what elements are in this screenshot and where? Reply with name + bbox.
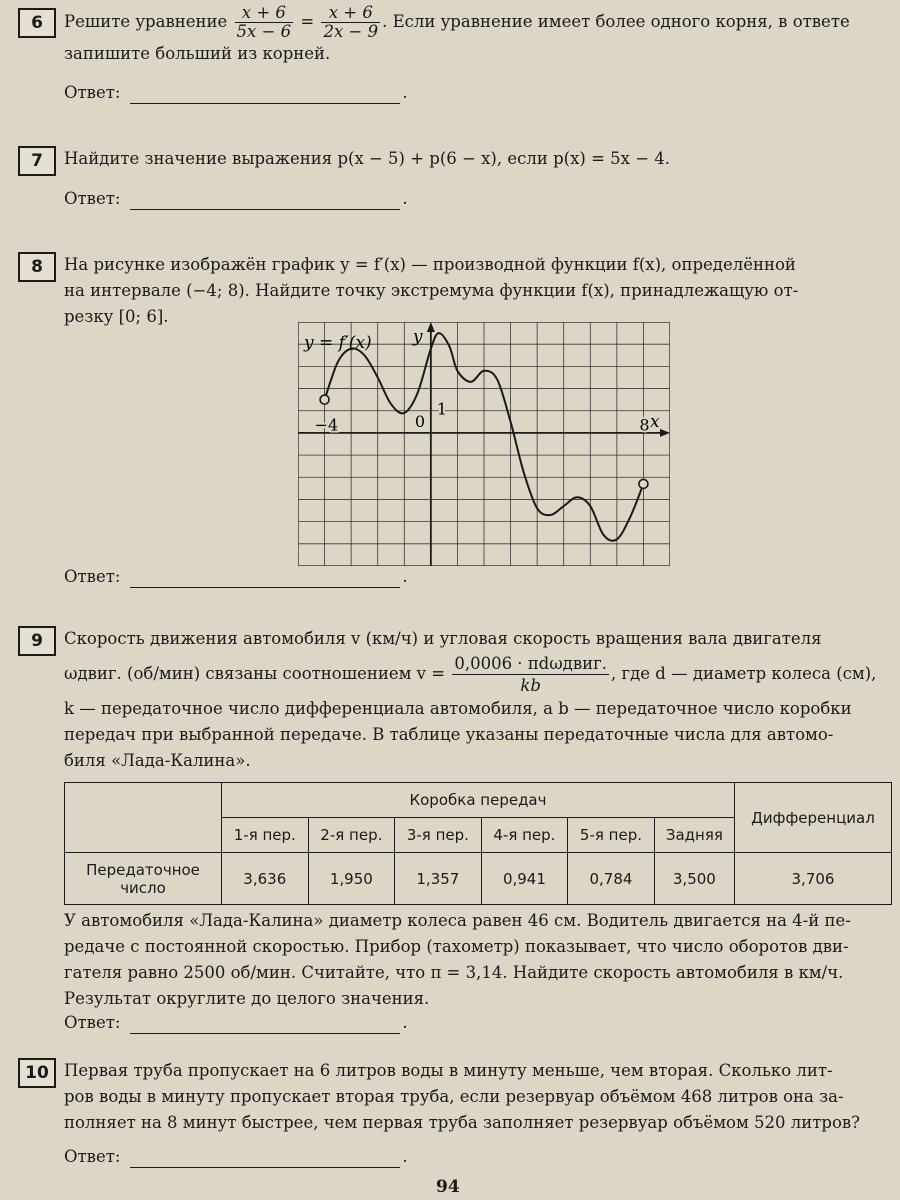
answer-line[interactable] [130, 569, 400, 588]
gear-column-header: 3-я пер. [395, 818, 482, 853]
x-tick-label-left: −4 [314, 415, 339, 435]
gear-column-header: 2-я пер. [308, 818, 395, 853]
answer-line[interactable] [130, 1149, 400, 1168]
task-6 [18, 3, 890, 104]
speed-formula: $\frac{\text{0,0006 · πdωдвиг.}}{kb}$ [454, 654, 607, 695]
answer-field[interactable]: Ответ: . [64, 83, 408, 102]
answer-field[interactable]: Ответ: . [64, 1013, 408, 1032]
task-7 [18, 146, 890, 210]
x-axis-label: x [650, 411, 660, 432]
fraction-right: $\frac{x + 6}{2x - 9}$ [323, 3, 379, 41]
task-text: Решите уравнение $\frac{x + 6}{5x - 6}$ = $\frac{x + 6}{2x - 9}$ . Если уравнение имеет более одного корня, в ответе запишите больший из корней. [64, 3, 850, 63]
y-tick-label-one: 1 [436, 399, 448, 419]
answer-line[interactable] [130, 191, 400, 210]
gear-column-header: 5-я пер. [568, 818, 655, 853]
task-number: 9 [18, 626, 56, 656]
answer-line[interactable] [130, 1015, 400, 1034]
task-text: Скорость движения автомобиля v (км/ч) и угловая скорость вращения вала двигателя ωдвиг. (об/мин) связаны соотношением v = $\frac{\text{0,0006 · πdωдвиг.}}{kb}$ , где d — диаметр колеса (см), k — передаточное число дифференциала автомобиля, а b — передаточное число коробки передач при выбранной передаче. В таблице указаны передаточные числа для автомо- биля «Лада-Калина». [64, 629, 877, 770]
task-text: На рисунке изображён график y = f′(x) — производной функции f(x), определённой на интервале (−4; 8). Найдите точку экстремума функции f(x), принадлежащую от- резку [0; 6]. [64, 255, 799, 326]
open-endpoint [320, 395, 329, 404]
x-axis-arrow [660, 429, 670, 437]
gear-column-header: 1-я пер. [222, 818, 309, 853]
y-axis-arrow [427, 322, 435, 332]
answer-field[interactable]: Ответ: . [64, 189, 408, 208]
gearbox-header: Коробка передач [222, 783, 735, 818]
gear-ratio-value: 3,500 [654, 853, 734, 905]
gear-ratio-value: 0,784 [568, 853, 655, 905]
task-number: 7 [18, 146, 56, 176]
derivative-graph [298, 322, 670, 566]
gear-column-header: Задняя [654, 818, 734, 853]
task-10 [18, 1058, 890, 1170]
table-corner [65, 783, 222, 853]
x-tick-label-right: 8 [639, 415, 650, 435]
answer-line[interactable] [130, 85, 400, 104]
gear-ratio-table [64, 782, 892, 905]
differential-header: Дифференциал [735, 783, 892, 853]
task-text: Первая труба пропускает на 6 литров воды в минуту меньше, чем вторая. Сколько лит- ров воды в минуту пропускает вторая труба, если резервуар объёмом 468 литров она за- полняет на 8 минут быстрее, чем первая труба заполняет резервуар объёмом 520 литров? [64, 1061, 861, 1132]
task-question: У автомобиля «Лада-Калина» диаметр колеса равен 46 см. Водитель двигается на 4-й пе- редаче с постоянной скоростью. Прибор (тахометр) показывает, что число оборотов дви- гателя равно 2500 об/мин. Считайте, что π = 3,14. Найдите скорость автомобиля в км/ч. Результат округлите до целого значения. [64, 911, 851, 1008]
page-number: 94 [436, 1177, 460, 1197]
task-number: 10 [18, 1058, 56, 1088]
origin-label: 0 [414, 411, 426, 431]
task-number: 6 [18, 8, 56, 38]
chart-title: y = f′(x) [304, 333, 372, 353]
gear-ratio-value: 0,941 [481, 853, 568, 905]
row-header: Передаточное число [65, 853, 222, 905]
gear-ratio-value: 1,950 [308, 853, 395, 905]
y-axis-label: y [412, 327, 423, 347]
chart-grid [298, 322, 670, 566]
gear-column-header: 4-я пер. [481, 818, 568, 853]
differential-value: 3,706 [735, 853, 892, 905]
task-number: 8 [18, 252, 56, 282]
answer-field[interactable]: Ответ: . [64, 1147, 408, 1166]
gear-ratio-value: 1,357 [395, 853, 482, 905]
answer-field[interactable]: Ответ: . [64, 567, 408, 586]
gear-ratio-value: 3,636 [222, 853, 309, 905]
task-text: Найдите значение выражения p(x − 5) + p(6 − x), если p(x) = 5x − 4. [64, 149, 671, 168]
open-endpoint [639, 479, 648, 488]
fraction-left: $\frac{x + 6}{5x - 6}$ [236, 3, 292, 41]
